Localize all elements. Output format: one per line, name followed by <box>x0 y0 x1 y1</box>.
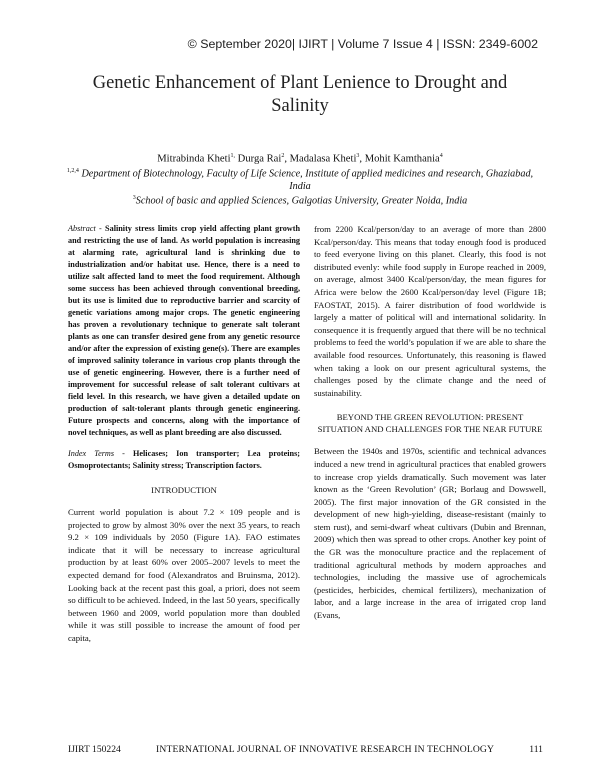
issue-header: © September 2020| IJIRT | Volume 7 Issue 4 | ISSN: 2349-6002 <box>187 37 538 51</box>
footer-page-number: 111 <box>529 744 543 755</box>
index-terms-text: Helicases; Ion transporter; Lea proteins; Osmoprotectants; Salinity stress; Transcription factors. <box>68 449 300 470</box>
author-4-sup: 4 <box>439 153 443 159</box>
abstract-lead: Abstract - <box>68 224 102 233</box>
affiliation-1 <box>55 165 545 193</box>
index-terms <box>68 448 300 472</box>
section-heading-introduction: INTRODUCTION <box>151 485 217 495</box>
author-4: , Mohit Kamthania <box>359 153 440 165</box>
author-3-sup: 3 <box>356 153 360 159</box>
left-column <box>68 223 300 645</box>
affiliation-2 <box>55 192 545 207</box>
right-paragraph-1: from 2200 Kcal/person/day to an average of more than 2800 Kcal/person/day. This means that today enough food is produced to feed everyone living on this planet. Clearly, this food is not distributed evenly: while food supply in Europe reached in 2009, on average, almost 3400 Kcal/person/day, the mean figures for Africa were below the 2600 Kcal/person/day level (Figure 1B; FAOSTAT, 2015). A fairer distribution of food worldwide is largely a matter of political will and international solidarity. In consequence it is frequently argued that there will be no technical problems to feed the world’s population if we are able to share the available food resources. Unfortunately, this reasoning is flawed when taking a look on our present agricultural systems, the challenges posed by the climate change and the need of sustainability. <box>314 224 546 398</box>
author-list <box>40 150 560 166</box>
affiliation-1-sup: 1,2,4 <box>66 168 79 174</box>
right-column <box>314 223 546 622</box>
index-terms-lead: Index Terms - <box>68 449 125 458</box>
page-footer <box>68 744 543 755</box>
footer-journal-name: INTERNATIONAL JOURNAL OF INNOVATIVE RESEARCH IN TECHNOLOGY <box>156 744 495 755</box>
section-heading-green-revolution: BEYOND THE GREEN REVOLUTION: PRESENT SITUATION AND CHALLENGES FOR THE NEAR FUTURE <box>317 412 543 435</box>
title-line-1: Genetic Enhancement of Plant Lenience to Drought and <box>92 73 508 93</box>
author-2: Durga Rai <box>235 153 282 165</box>
author-1-sup: 1, <box>230 153 236 159</box>
paper-title <box>60 72 540 118</box>
introduction-paragraph: Current world population is about 7.2 × 109 people and is projected to grow by almost 30% over the next 35 years, to reach 9.2 × 109 individuals by 2050 (Figure 1A). FAO estimates indicate that it will be necessary to increase agricultural production by at least 60% over 2005–2007 levels to meet the expected demand for food (Alexandratos and Bruinsma, 2012). Looking back at the recent past this goal, a priori, does not seem so difficult to be achieved. Indeed, in the last 50 years, specifically between 1960 and 2009, world population more than doubled while it was still possible to increase the amount of food per capita, <box>68 507 300 643</box>
affiliation-1-text: Department of Biotechnology, Faculty of Life Science, Institute of applied medicines and research, Ghaziabad, India <box>81 168 534 193</box>
author-2-sup: 2 <box>281 153 285 159</box>
affiliation-2-sup: 3 <box>132 195 136 201</box>
abstract-text: Salinity stress limits crop yield affecting plant growth and restricting the use of land. As world population is increasing at alarming rate, agricultural land is shrinking due to industrialization and/or habitat use. Hence, there is a need to utilize salt affected land to meet the food requirement. Although some success has been achieved through conventional breeding, but its use is limited due to reproductive barrier and scarcity of genetic variations among major crops. The genetic engineering has proven a revolutionary technique to generate salt tolerant plants as one can transfer desired gene from any genetic resource and/or after the expression of existing gene(s). There are examples of improved salinity tolerance in various crop plants through the use of genetic engineering. However, there is a further need of improvement for successful release of salt tolerant cultivars at field level. In this research, we have given a detailed update on production of salt-tolerant plants through genetic engineering. Future prospects and concerns, along with the importance of novel techniques, as well as plant breeding are also discussed. <box>68 224 300 437</box>
affiliation-2-text: School of basic and applied Sciences, Galgotias University, Greater Noida, India <box>135 195 468 207</box>
author-1: Mitrabinda Kheti <box>157 153 231 165</box>
right-paragraph-2: Between the 1940s and 1970s, scientific and technical advances induced a new trend in agricultural practices that enabled growers to increase crop yields dramatically. Such movement was later known as the ‘Green Revolution’ (GR; Borlaug and Dowswell, 2005). The first major innovation of the GR consisted in the development of new high-yielding, disease-resistant (mainly to stem rust), and semi-dwarf wheat cultivars (Dubin and Brennan, 2009) which then was spread to other crops. Another key point of the GR was the monoculture practice and the replacement of traditional agricultural methods by modern approaches and technologies, including the massive use of agrochemicals (pesticides, herbicides, chemical fertilizers), mechanization of labor, and a large increase in the area of irrigated crop land (Evans, <box>314 446 546 621</box>
abstract <box>68 223 300 439</box>
author-3: , Madalasa Kheti <box>284 153 357 165</box>
title-line-2: Salinity <box>271 96 329 116</box>
footer-paper-id: IJIRT 150224 <box>68 744 121 755</box>
